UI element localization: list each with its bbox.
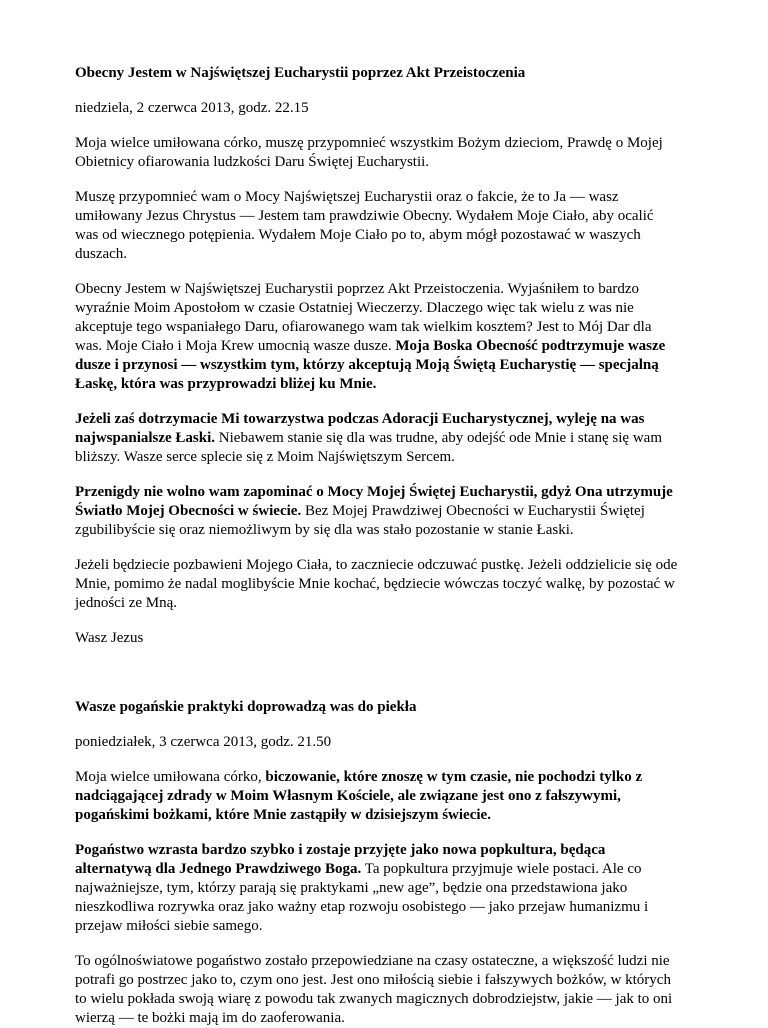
paragraph-line — [75, 990, 698, 1009]
text: Mnie, pomimo że nadal moglibyście Mnie kochać, będziecie wówczas toczyć walkę, by pozostać w — [75, 576, 675, 592]
paragraph — [75, 280, 698, 394]
paragraph-line — [75, 521, 698, 540]
paragraph — [75, 188, 698, 264]
article-2 — [75, 698, 698, 1028]
paragraph-line — [75, 860, 698, 879]
text: bliższy. Wasze serce splecie się z Moim Najświętszym Sercem. — [75, 449, 455, 465]
paragraph-line — [75, 841, 698, 860]
paragraph-line — [75, 594, 698, 613]
paragraph-line — [75, 134, 698, 153]
article-1-title: Obecny Jestem w Najświętszej Eucharystii poprzez Akt Przeistoczenia — [75, 65, 526, 81]
paragraph-line — [75, 806, 698, 825]
text: Ta popkultura przyjmuje wiele postaci. Ale co — [361, 861, 642, 877]
paragraph-line — [75, 245, 698, 264]
bold-text: nadciągającej zdrady w Moim Własnym Kościele, ale związane jest ono z fałszywymi, — [75, 788, 621, 804]
text: zgubilibyście się oraz niemożliwym by się dla was stało pozostanie w stanie Łaski. — [75, 522, 574, 538]
paragraph-line — [75, 299, 698, 318]
paragraph — [75, 556, 698, 613]
article-2-date: poniedziałek, 3 czerwca 2013, godz. 21.50 — [75, 734, 332, 750]
text: Bez Mojej Prawdziwej Obecności w Eucharystii Świętej — [301, 503, 645, 519]
text: nieszkodliwa rozrywka oraz jako ważny etap rozwoju osobistego — jako przejaw humanizmu i — [75, 899, 649, 915]
paragraph-line — [75, 410, 698, 429]
paragraph — [75, 768, 698, 825]
text: was. Moje Ciało i Moja Krew umocnią wasze dusze. — [75, 338, 396, 354]
paragraph — [75, 841, 698, 936]
paragraph-line — [75, 356, 698, 375]
text: to wielu pokłada swoją wiarę z powodu tak zwanych magicznych dobrodziejstw, jakie — jak to oni — [75, 991, 673, 1007]
bold-text: Przenigdy nie wolno wam zapominać o Mocy Mojej Świętej Eucharystii, gdyż Ona utrzymuje — [75, 484, 673, 500]
bold-text: Moja Boska Obecność podtrzymuje wasze — [395, 338, 666, 354]
text: Niebawem stanie się dla was trudne, aby odejść ode Mnie i stanę się wam — [215, 430, 662, 446]
bold-text: dusze i przynosi — wszystkim tym, którzy akceptują Moją Świętą Eucharystię — specjalną — [75, 357, 659, 373]
text: Jeżeli będziecie pozbawieni Mojego Ciała, to zaczniecie odczuwać pustkę. Jeżeli oddzielicie się ode — [75, 557, 678, 573]
bold-text: Łaskę, która was przyprowadzi bliżej ku Mnie. — [75, 376, 377, 392]
paragraph-line — [75, 429, 698, 448]
paragraph-line — [75, 483, 698, 502]
text: wyraźnie Moim Apostołom w czasie Ostatniej Wieczerzy. Dlaczego więc tak wielu z was nie — [75, 300, 634, 316]
paragraph-line — [75, 952, 698, 971]
article-1-body — [75, 134, 698, 613]
text: najważniejsze, tym, którzy parają się praktykami „new age”, będzie ona przedstawiona jako — [75, 880, 628, 896]
text: Obietnicy ofiarowania ludzkości Daru Świętej Eucharystii. — [75, 154, 430, 170]
text: duszach. — [75, 246, 128, 262]
paragraph-line — [75, 337, 698, 356]
paragraph-line — [75, 375, 698, 394]
bold-text: Światło Mojej Obecności w świecie. — [75, 503, 302, 519]
article-1-signature: Wasz Jezus — [75, 630, 144, 646]
article-2-title: Wasze pogańskie praktyki doprowadzą was do piekła — [75, 699, 417, 715]
article-1-date: niedziela, 2 czerwca 2013, godz. 22.15 — [75, 100, 309, 116]
paragraph-line — [75, 448, 698, 467]
paragraph — [75, 952, 698, 1028]
paragraph-line — [75, 1009, 698, 1028]
bold-text: Pogaństwo wzrasta bardzo szybko i zostaje przyjęte jako nowa popkultura, będąca — [75, 842, 606, 858]
paragraph-line — [75, 787, 698, 806]
text: Moja wielce umiłowana córko, — [75, 769, 266, 785]
bold-text: Jeżeli zaś dotrzymacie Mi towarzystwa podczas Adoracji Eucharystycznej, wyleję na was — [75, 411, 645, 427]
text: was od wiecznego potępienia. Wydałem Moje Ciało po to, abym mógł pozostawać w waszych — [75, 227, 641, 243]
paragraph-line — [75, 502, 698, 521]
text: Muszę przypomnieć wam o Mocy Najświętszej Eucharystii oraz o fakcie, że to Ja — wasz — [75, 189, 619, 205]
paragraph — [75, 410, 698, 467]
text: Obecny Jestem w Najświętszej Eucharystii poprzez Akt Przeistoczenia. Wyjaśniłem to bardzo — [75, 281, 640, 297]
paragraph-line — [75, 768, 698, 787]
paragraph-line — [75, 556, 698, 575]
paragraph-line — [75, 879, 698, 898]
text: przejaw miłości siebie samego. — [75, 918, 263, 934]
text: umiłowany Jezus Chrystus — Jestem tam prawdziwie Obecny. Wydałem Moje Ciało, aby ocalić — [75, 208, 654, 224]
paragraph-line — [75, 207, 698, 226]
paragraph — [75, 483, 698, 540]
paragraph-line — [75, 153, 698, 172]
bold-text: najwspanialsze Łaski. — [75, 430, 216, 446]
paragraph-line — [75, 898, 698, 917]
text: wierzą — te bożki mają im do zaoferowania. — [75, 1010, 345, 1026]
text: To ogólnoświatowe pogaństwo zostało przepowiedziane na czasy ostateczne, a większość ludzi nie — [75, 953, 670, 969]
paragraph-line — [75, 188, 698, 207]
text: jedności ze Mną. — [75, 595, 178, 611]
text: potrafi go postrzec jako to, czym ono jest. Jest ono miłością siebie i fałszywych bożków, w których — [75, 972, 671, 988]
article-2-body — [75, 768, 698, 1028]
paragraph-line — [75, 226, 698, 245]
paragraph-line — [75, 575, 698, 594]
article-1 — [75, 64, 698, 648]
bold-text: biczowanie, które znoszę w tym czasie, nie pochodzi tylko z — [265, 769, 643, 785]
paragraph-line — [75, 280, 698, 299]
article-separator — [75, 664, 698, 698]
bold-text: pogańskimi bożkami, które Mnie zastąpiły w dzisiejszym świecie. — [75, 807, 491, 823]
paragraph-line — [75, 917, 698, 936]
text: Moja wielce umiłowana córko, muszę przypomnieć wszystkim Bożym dzieciom, Prawdę o Mojej — [75, 135, 663, 151]
bold-text: alternatywą dla Jednego Prawdziwego Boga. — [75, 861, 362, 877]
paragraph-line — [75, 971, 698, 990]
paragraph-line — [75, 318, 698, 337]
paragraph — [75, 134, 698, 172]
text: akceptuje tego wspaniałego Daru, ofiarowanego wam tak wielkim kosztem? Jest to Mój Dar dla — [75, 319, 652, 335]
